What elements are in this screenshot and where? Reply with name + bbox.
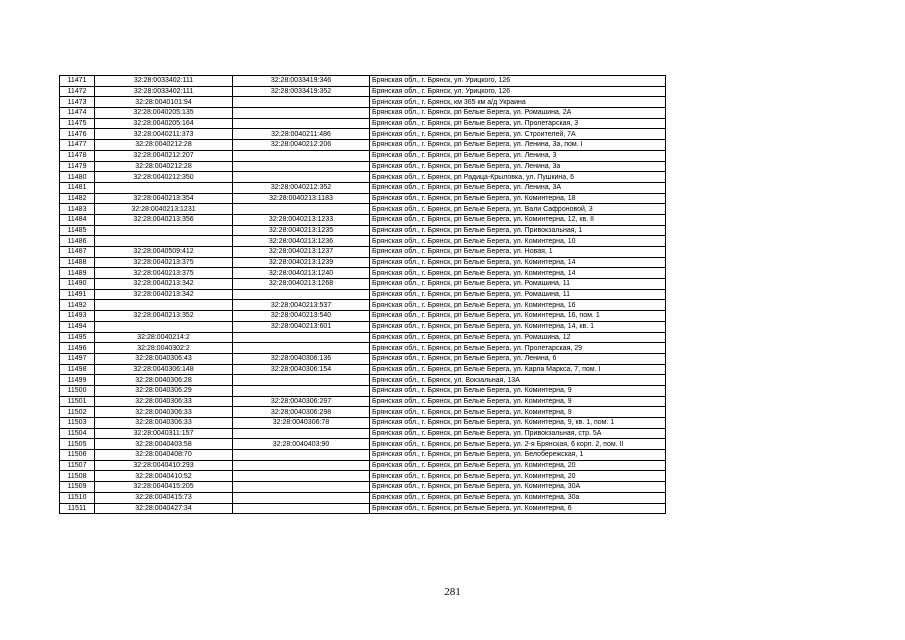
address-cell: Брянская обл., г. Брянск, рп Белые Берега, ул. Коминтерна, 9 — [370, 407, 666, 418]
cadastral-number-cell: 32:28:0040213:1231 — [95, 204, 233, 215]
row-number-cell: 11484 — [60, 214, 95, 225]
table-row — [60, 332, 666, 343]
row-number-cell: 11506 — [60, 450, 95, 461]
table-row — [60, 471, 666, 482]
related-cadastral-number-cell: 32:28:0033419:352 — [233, 86, 370, 97]
cadastral-number-cell: 32:28:0040212:28 — [95, 161, 233, 172]
cadastral-number-cell: 32:28:0040212:207 — [95, 150, 233, 161]
cadastral-number-cell: 32:28:0040410:293 — [95, 460, 233, 471]
related-cadastral-number-cell: 32:28:0040213:1237 — [233, 247, 370, 258]
row-number-cell: 11509 — [60, 482, 95, 493]
table-row — [60, 428, 666, 439]
related-cadastral-number-cell: 32:28:0040213:1236 — [233, 236, 370, 247]
table-row — [60, 396, 666, 407]
cadastral-number-cell: 32:28:0033402:111 — [95, 76, 233, 87]
cadastral-number-cell: 32:28:0040205:135 — [95, 108, 233, 119]
row-number-cell: 11476 — [60, 129, 95, 140]
table-row — [60, 482, 666, 493]
table-row — [60, 172, 666, 183]
address-cell: Брянская обл., г. Брянск, рп Белые Берега, ул. Карла Маркса, 7, пом. I — [370, 364, 666, 375]
cadastral-number-cell: 32:28:0040213:342 — [95, 279, 233, 290]
row-number-cell: 11474 — [60, 108, 95, 119]
cadastral-number-cell: 32:28:0040302:2 — [95, 343, 233, 354]
address-cell: Брянская обл., г. Брянск, рп Белые Берега, ул. Белобережская, 1 — [370, 450, 666, 461]
table-row — [60, 492, 666, 503]
row-number-cell: 11478 — [60, 150, 95, 161]
address-cell: Брянская обл., г. Брянск, рп Белые Берега, ул. Коминтерна, 30а — [370, 492, 666, 503]
cadastral-number-cell: 32:28:0040213:352 — [95, 311, 233, 322]
cadastral-number-cell — [95, 300, 233, 311]
row-number-cell: 11479 — [60, 161, 95, 172]
address-cell: Брянская обл., г. Брянск, рп Белые Берега, ул. Коминтерна, 12, кв. II — [370, 214, 666, 225]
related-cadastral-number-cell: 32:28:0040213:1233 — [233, 214, 370, 225]
row-number-cell: 11483 — [60, 204, 95, 215]
table-row — [60, 385, 666, 396]
address-cell: Брянская обл., г. Брянск, рп Белые Берега, ул. Коминтерна, 20 — [370, 471, 666, 482]
address-cell: Брянская обл., г. Брянск, рп Белые Берега, ул. Ромашина, 2А — [370, 108, 666, 119]
row-number-cell: 11485 — [60, 225, 95, 236]
table-row — [60, 289, 666, 300]
related-cadastral-number-cell — [233, 482, 370, 493]
row-number-cell: 11505 — [60, 439, 95, 450]
address-cell: Брянская обл., г. Брянск, рп Белые Берега, ул. Ленина, 6 — [370, 353, 666, 364]
cadastral-number-cell: 32:28:0040415:205 — [95, 482, 233, 493]
row-number-cell: 11493 — [60, 311, 95, 322]
table-row — [60, 300, 666, 311]
cadastral-number-cell — [95, 182, 233, 193]
row-number-cell: 11504 — [60, 428, 95, 439]
table-row — [60, 129, 666, 140]
address-cell: Брянская обл., г. Брянск, рп Белые Берега, ул. Коминтерна, 9, кв. 1, пом. 1 — [370, 418, 666, 429]
row-number-cell: 11503 — [60, 418, 95, 429]
related-cadastral-number-cell: 32:28:0040213:1239 — [233, 257, 370, 268]
cadastral-number-cell: 32:28:0040311:157 — [95, 428, 233, 439]
address-cell: Брянская обл., г. Брянск, рп Белые Берега, ул. Ромашина, 11 — [370, 289, 666, 300]
address-cell: Брянская обл., г. Брянск, рп Белые Берега, ул. Ленина, 3а — [370, 161, 666, 172]
address-cell: Брянская обл., г. Брянск, рп Белые Берега, ул. Пролетарская, 3 — [370, 118, 666, 129]
address-cell: Брянская обл., г. Брянск, рп Белые Берега, ул. Коминтерна, 14, кв. 1 — [370, 321, 666, 332]
related-cadastral-number-cell — [233, 503, 370, 514]
related-cadastral-number-cell — [233, 172, 370, 183]
row-number-cell: 11473 — [60, 97, 95, 108]
related-cadastral-number-cell: 32:28:0033419:346 — [233, 76, 370, 87]
address-cell: Брянская обл., г. Брянск, рп Белые Берега, ул. Коминтерна, 30А — [370, 482, 666, 493]
related-cadastral-number-cell: 32:28:0040213:1235 — [233, 225, 370, 236]
related-cadastral-number-cell — [233, 108, 370, 119]
cadastral-number-cell: 32:28:0040213:356 — [95, 214, 233, 225]
address-cell: Брянская обл., г. Брянск, рп Белые Берега, ул. Привокзальная, 1 — [370, 225, 666, 236]
table-row — [60, 140, 666, 151]
address-cell: Брянская обл., г. Брянск, рп Белые Берега, ул. Строителей, 7А — [370, 129, 666, 140]
related-cadastral-number-cell — [233, 343, 370, 354]
related-cadastral-number-cell: 32:28:0040212:352 — [233, 182, 370, 193]
cadastral-number-cell: 32:28:0040509:412 — [95, 247, 233, 258]
cadastral-number-cell: 32:28:0040213:354 — [95, 193, 233, 204]
address-cell: Брянская обл., г. Брянск, рп Белые Берега, ул. Коминтерна, 10 — [370, 236, 666, 247]
related-cadastral-number-cell: 32:28:0040213:1240 — [233, 268, 370, 279]
related-cadastral-number-cell: 32:28:0040306:78 — [233, 418, 370, 429]
cadastral-number-cell: 32:28:0033402:111 — [95, 86, 233, 97]
row-number-cell: 11502 — [60, 407, 95, 418]
row-number-cell: 11477 — [60, 140, 95, 151]
table-row — [60, 268, 666, 279]
related-cadastral-number-cell — [233, 471, 370, 482]
cadastral-number-cell: 32:28:0040213:375 — [95, 268, 233, 279]
row-number-cell: 11497 — [60, 353, 95, 364]
table-row — [60, 439, 666, 450]
table-row — [60, 364, 666, 375]
address-cell: Брянская обл., г. Брянск, рп Белые Берега, ул. Ромашина, 11 — [370, 279, 666, 290]
registry-table-body — [60, 76, 666, 514]
related-cadastral-number-cell: 32:28:0040213:1183 — [233, 193, 370, 204]
table-row — [60, 279, 666, 290]
cadastral-number-cell: 32:28:0040408:70 — [95, 450, 233, 461]
related-cadastral-number-cell — [233, 492, 370, 503]
row-number-cell: 11490 — [60, 279, 95, 290]
address-cell: Брянская обл., г. Брянск, рп Белые Берега, ул. Коминтерна, 18 — [370, 193, 666, 204]
table-row — [60, 193, 666, 204]
cadastral-number-cell: 32:28:0040213:375 — [95, 257, 233, 268]
address-cell: Брянская обл., г. Брянск, рп Белые Берега, ул. Коминтерна, 9 — [370, 385, 666, 396]
table-row — [60, 214, 666, 225]
cadastral-number-cell: 32:28:0040306:28 — [95, 375, 233, 386]
related-cadastral-number-cell — [233, 204, 370, 215]
related-cadastral-number-cell: 32:28:0040403:90 — [233, 439, 370, 450]
table-row — [60, 236, 666, 247]
related-cadastral-number-cell: 32:28:0040306:154 — [233, 364, 370, 375]
cadastral-number-cell: 32:28:0040306:33 — [95, 396, 233, 407]
table-row — [60, 150, 666, 161]
row-number-cell: 11496 — [60, 343, 95, 354]
address-cell: Брянская обл., г. Брянск, рп Белые Берега, ул. Коминтерна, 6 — [370, 503, 666, 514]
cadastral-number-cell: 32:28:0040427:34 — [95, 503, 233, 514]
page-number: 281 — [444, 586, 461, 598]
registry-table — [59, 75, 666, 514]
related-cadastral-number-cell: 32:28:0040213:601 — [233, 321, 370, 332]
cadastral-number-cell — [95, 236, 233, 247]
related-cadastral-number-cell: 32:28:0040213:540 — [233, 311, 370, 322]
cadastral-number-cell — [95, 321, 233, 332]
table-row — [60, 353, 666, 364]
address-cell: Брянская обл., г. Брянск, км 365 км а/д Украина — [370, 97, 666, 108]
address-cell: Брянская обл., г. Брянск, ул. Вокзальная, 13А — [370, 375, 666, 386]
row-number-cell: 11499 — [60, 375, 95, 386]
table-row — [60, 321, 666, 332]
related-cadastral-number-cell: 32:28:0040211:486 — [233, 129, 370, 140]
row-number-cell: 11486 — [60, 236, 95, 247]
address-cell: Брянская обл., г. Брянск, рп Белые Берега, ул. Коминтерна, 14 — [370, 268, 666, 279]
cadastral-number-cell: 32:28:0040403:58 — [95, 439, 233, 450]
row-number-cell: 11492 — [60, 300, 95, 311]
table-row — [60, 76, 666, 87]
row-number-cell: 11487 — [60, 247, 95, 258]
row-number-cell: 11491 — [60, 289, 95, 300]
related-cadastral-number-cell — [233, 150, 370, 161]
address-cell: Брянская обл., г. Брянск, рп Белые Берега, ул. Привокзальная, стр. 5А — [370, 428, 666, 439]
related-cadastral-number-cell: 32:28:0040306:136 — [233, 353, 370, 364]
cadastral-number-cell: 32:28:0040306:33 — [95, 407, 233, 418]
row-number-cell: 11481 — [60, 182, 95, 193]
related-cadastral-number-cell: 32:28:0040306:298 — [233, 407, 370, 418]
row-number-cell: 11489 — [60, 268, 95, 279]
row-number-cell: 11495 — [60, 332, 95, 343]
related-cadastral-number-cell — [233, 332, 370, 343]
table-row — [60, 450, 666, 461]
address-cell: Брянская обл., г. Брянск, рп Белые Берега, ул. Ромашина, 12 — [370, 332, 666, 343]
address-cell: Брянская обл., г. Брянск, рп Белые Берега, ул. Ленина, 3а, пом. I — [370, 140, 666, 151]
related-cadastral-number-cell: 32:28:0040212:206 — [233, 140, 370, 151]
address-cell: Брянская обл., г. Брянск, рп Белые Берега, ул. 2-я Брянская, 6 корп. 2, пом. II — [370, 439, 666, 450]
table-row — [60, 418, 666, 429]
related-cadastral-number-cell — [233, 460, 370, 471]
address-cell: Брянская обл., г. Брянск, рп Белые Берега, ул. Коминтерна, 20 — [370, 460, 666, 471]
cadastral-number-cell: 32:28:0040211:373 — [95, 129, 233, 140]
cadastral-number-cell: 32:28:0040306:148 — [95, 364, 233, 375]
table-row — [60, 204, 666, 215]
cadastral-number-cell: 32:28:0040306:43 — [95, 353, 233, 364]
address-cell: Брянская обл., г. Брянск, рп Белые Берега, ул. Вали Сафроновой, 3 — [370, 204, 666, 215]
cadastral-number-cell: 32:28:0040306:29 — [95, 385, 233, 396]
cadastral-number-cell: 32:28:0040101:94 — [95, 97, 233, 108]
table-row — [60, 108, 666, 119]
table-row — [60, 97, 666, 108]
related-cadastral-number-cell — [233, 375, 370, 386]
table-row — [60, 375, 666, 386]
address-cell: Брянская обл., г. Брянск, рп Белые Берега, ул. Ленина, 3А — [370, 182, 666, 193]
row-number-cell: 11471 — [60, 76, 95, 87]
table-row — [60, 247, 666, 258]
cadastral-number-cell: 32:28:0040415:73 — [95, 492, 233, 503]
related-cadastral-number-cell — [233, 161, 370, 172]
cadastral-number-cell: 32:28:0040214:2 — [95, 332, 233, 343]
row-number-cell: 11501 — [60, 396, 95, 407]
address-cell: Брянская обл., г. Брянск, рп Белые Берега, ул. Коминтерна, 14 — [370, 257, 666, 268]
table-row — [60, 161, 666, 172]
cadastral-number-cell — [95, 225, 233, 236]
table-row — [60, 257, 666, 268]
table-row — [60, 86, 666, 97]
table-row — [60, 182, 666, 193]
related-cadastral-number-cell: 32:28:0040306:297 — [233, 396, 370, 407]
related-cadastral-number-cell — [233, 118, 370, 129]
row-number-cell: 11480 — [60, 172, 95, 183]
cadastral-number-cell: 32:28:0040410:52 — [95, 471, 233, 482]
row-number-cell: 11498 — [60, 364, 95, 375]
cadastral-number-cell: 32:28:0040212:28 — [95, 140, 233, 151]
address-cell: Брянская обл., г. Брянск, рп Белые Берега, ул. Ленина, 3 — [370, 150, 666, 161]
row-number-cell: 11475 — [60, 118, 95, 129]
table-row — [60, 343, 666, 354]
related-cadastral-number-cell — [233, 385, 370, 396]
address-cell: Брянская обл., г. Брянск, рп Белые Берега, ул. Коминтерна, 16 — [370, 300, 666, 311]
row-number-cell: 11508 — [60, 471, 95, 482]
address-cell: Брянская обл., г. Брянск, рп Белые Берега, ул. Коминтерна, 16, пом. 1 — [370, 311, 666, 322]
related-cadastral-number-cell — [233, 289, 370, 300]
address-cell: Брянская обл., г. Брянск, ул. Урицкого, 126 — [370, 76, 666, 87]
address-cell: Брянская обл., г. Брянск, рп Белые Берега, ул. Пролетарская, 29 — [370, 343, 666, 354]
row-number-cell: 11472 — [60, 86, 95, 97]
cadastral-number-cell: 32:28:0040306:33 — [95, 418, 233, 429]
related-cadastral-number-cell — [233, 97, 370, 108]
address-cell: Брянская обл., г. Брянск, ул. Урицкого, 126 — [370, 86, 666, 97]
row-number-cell: 11482 — [60, 193, 95, 204]
address-cell: Брянская обл., г. Брянск, рп Белые Берега, ул. Коминтерна, 9 — [370, 396, 666, 407]
row-number-cell: 11494 — [60, 321, 95, 332]
related-cadastral-number-cell: 32:28:0040213:1268 — [233, 279, 370, 290]
table-row — [60, 118, 666, 129]
table-row — [60, 460, 666, 471]
table-row — [60, 503, 666, 514]
cadastral-number-cell: 32:28:0040212:350 — [95, 172, 233, 183]
row-number-cell: 11507 — [60, 460, 95, 471]
address-cell: Брянская обл., г. Брянск, рп Белые Берега, ул. Новая, 1 — [370, 247, 666, 258]
related-cadastral-number-cell: 32:28:0040213:537 — [233, 300, 370, 311]
table-row — [60, 311, 666, 322]
row-number-cell: 11511 — [60, 503, 95, 514]
address-cell: Брянская обл., г. Брянск, рп Радица-Крыловка, ул. Пушкина, 6 — [370, 172, 666, 183]
table-row — [60, 225, 666, 236]
cadastral-number-cell: 32:28:0040213:342 — [95, 289, 233, 300]
cadastral-number-cell: 32:28:0040205:164 — [95, 118, 233, 129]
related-cadastral-number-cell — [233, 450, 370, 461]
related-cadastral-number-cell — [233, 428, 370, 439]
row-number-cell: 11510 — [60, 492, 95, 503]
table-row — [60, 407, 666, 418]
row-number-cell: 11488 — [60, 257, 95, 268]
row-number-cell: 11500 — [60, 385, 95, 396]
